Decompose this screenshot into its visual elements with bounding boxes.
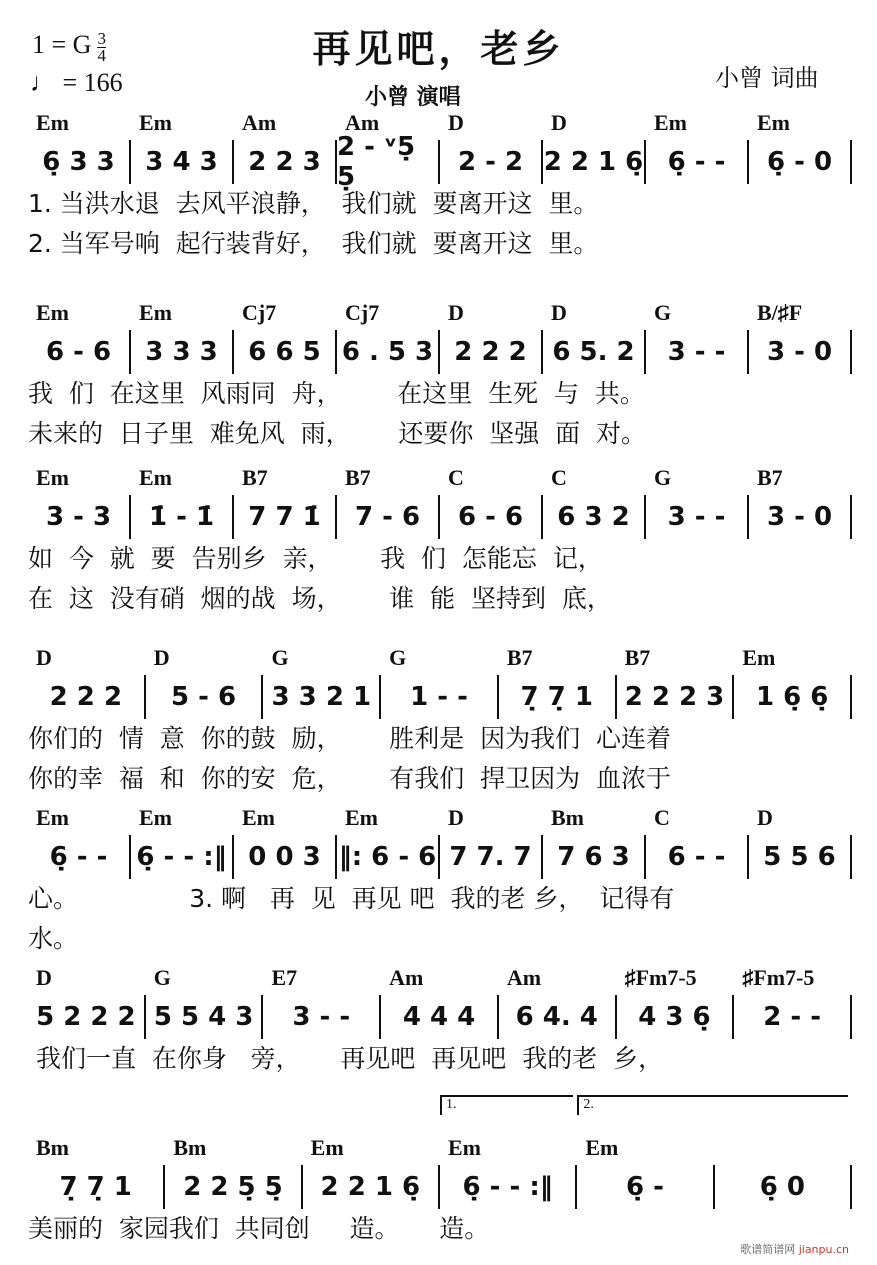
chord-symbol: G (654, 300, 672, 325)
score-system (28, 965, 852, 1079)
chord-row (28, 465, 852, 495)
lyric-line: 未来的 日子里 难免风 雨， 还要你 坚强 面 对。 (28, 419, 647, 448)
chord-symbol: ♯Fm7-5 (624, 965, 697, 990)
lyric-line: 2. 当军号响 起行装背好， 我们就 要离开这 里。 (28, 229, 599, 258)
chord-symbol: Em (242, 805, 275, 830)
chord-symbol: C (654, 805, 670, 830)
chord-symbol: D (551, 300, 567, 325)
notes-row (28, 330, 852, 374)
chord-symbol: Em (585, 1135, 619, 1160)
chord-symbol: Em (757, 110, 790, 135)
measure: 6̣ - 0 (747, 140, 852, 184)
score-system (28, 645, 852, 799)
measure: 2 2 1 6̣ (301, 1165, 438, 1209)
measure: 7̣ 7̣ 1 (59, 1172, 132, 1202)
lyric-line: 你们的 情 意 你的鼓 励， 胜利是 因为我们 心连着 (28, 724, 672, 753)
measure: 7 7. 7 (438, 835, 541, 879)
measure: 7 - 6 (335, 495, 438, 539)
chord-symbol (715, 1135, 852, 1165)
measure: 6̣ - (575, 1165, 712, 1209)
measure: 2 2 2 (49, 682, 123, 712)
chord-symbol: Em (36, 300, 69, 325)
chord-symbol: Em (36, 110, 69, 135)
measure: 3 - - (261, 995, 379, 1039)
chord-symbol: B7 (242, 465, 268, 490)
chord-symbol: B7 (757, 465, 783, 490)
chord-symbol: Em (139, 300, 172, 325)
chord-row (28, 300, 852, 330)
measure: 1 6̣ 6̣ (732, 675, 852, 719)
measure: 2 - - (732, 995, 852, 1039)
volta-bracket: 2. (577, 1095, 848, 1115)
chord-symbol: B/♯F (757, 300, 803, 325)
measure: 6 - 6 (45, 337, 112, 367)
chord-symbol: D (153, 645, 170, 670)
measure: 2 2 2 3 (615, 675, 733, 719)
measure: 1̇ - 1̇ (129, 495, 232, 539)
tempo-marking: ♩ = 166 (30, 68, 123, 97)
chord-symbol: Em (310, 1135, 344, 1160)
notes-row (28, 675, 852, 719)
chord-symbol: D (448, 110, 464, 135)
lyric-line: 你的幸 福 和 你的安 危， 有我们 捍卫因为 血浓于 (28, 764, 672, 793)
measure: 5 2 2 2 (36, 1002, 136, 1032)
measure: 4 4 4 (379, 995, 497, 1039)
chord-symbol: Em (139, 465, 172, 490)
chord-symbol: Em (36, 805, 69, 830)
measure: 6 - - (644, 835, 747, 879)
chord-symbol: D (448, 300, 464, 325)
measure: 6 . 5 3 (335, 330, 438, 374)
notes-row (28, 835, 852, 879)
measure: 5 5 6 (747, 835, 852, 879)
measure: 6 5. 2 (541, 330, 644, 374)
chord-symbol: Em (742, 645, 776, 670)
measure: 6̣ 0 (713, 1165, 852, 1209)
lyric-line: 水。 (28, 924, 79, 953)
score-system (28, 465, 852, 619)
watermark-cn: 歌谱简谱网 (740, 1243, 796, 1256)
measure: 3 3 2 1 (261, 675, 379, 719)
chord-symbol: Am (242, 110, 277, 135)
chord-symbol: Bm (551, 805, 584, 830)
chord-symbol: G (389, 645, 407, 670)
measure: 3 - 0 (747, 495, 852, 539)
song-title: 再见吧，老乡 (312, 27, 565, 71)
measure: 6̣ - - :‖ (438, 1165, 575, 1209)
chord-symbol: Cj7 (242, 300, 277, 325)
measure: 3 - 0 (747, 330, 852, 374)
chord-symbol: Cj7 (345, 300, 380, 325)
chord-symbol: B7 (345, 465, 371, 490)
chord-symbol: Em (654, 110, 687, 135)
singer-credit: 小曾 演唱 (365, 85, 461, 110)
lyric-line: 1. 当洪水退 去风平浪静， 我们就 要离开这 里。 (28, 189, 599, 218)
chord-symbol: G (153, 965, 171, 990)
chord-symbol: G (271, 645, 289, 670)
notes-row (28, 995, 852, 1039)
notes-row (28, 495, 852, 539)
lyric-line: 我们一直 在你身 旁， 再见吧 再见吧 我的老 乡， (28, 1044, 664, 1073)
measure: 6 3 2 (541, 495, 644, 539)
chord-symbol: D (448, 805, 464, 830)
chord-symbol: ♯Fm7-5 (742, 965, 815, 990)
chord-symbol: Em (139, 805, 172, 830)
notes-row (28, 132, 852, 192)
notes-row (28, 1165, 852, 1209)
chord-symbol: Em (36, 465, 69, 490)
measure: 5 - 6 (144, 675, 262, 719)
composer-credit: 小曾 词曲 (715, 64, 819, 92)
lyric-line: 我 们 在这里 风雨同 舟， 在这里 生死 与 共。 (28, 379, 645, 408)
score-system (28, 1097, 852, 1249)
measure: 3 4 3 (129, 140, 232, 184)
chord-row (28, 805, 852, 835)
measure: 6̣ - - (644, 140, 747, 184)
measure: 6̣ - - :‖ (129, 835, 232, 879)
chord-symbol: Am (389, 965, 424, 990)
measure: 2 - 2 (438, 140, 541, 184)
chord-row (28, 110, 852, 140)
chord-symbol: Bm (173, 1135, 207, 1160)
chord-symbol: Am (506, 965, 542, 990)
measure: 5 5 4 3 (144, 995, 262, 1039)
measure: 6 4. 4 (497, 995, 615, 1039)
chord-symbol: Em (447, 1135, 481, 1160)
chord-symbol: D (36, 645, 52, 670)
chord-row (28, 965, 852, 995)
measure: 1 - - (379, 675, 497, 719)
measure: 2 2 1 6̣ (541, 140, 644, 184)
lyric-line: 心。 3. 啊 再 见 再见 吧 我的老 乡， 记得有 (28, 884, 675, 913)
watermark (740, 1241, 849, 1257)
chord-row (28, 1135, 852, 1165)
measure: 6 - 6 (438, 495, 541, 539)
measure: 0 0 3 (232, 835, 335, 879)
measure: 3 - - (644, 495, 747, 539)
score-system (28, 805, 852, 959)
lyric-line: 在 这 没有硝 烟的战 场， 谁 能 坚持到 底， (28, 584, 612, 613)
measure: 7̣ 7̣ 1 (497, 675, 615, 719)
chord-symbol: C (551, 465, 567, 490)
time-bottom: 4 (97, 45, 106, 65)
measure: 6 6 5 (232, 330, 335, 374)
measure: 4 3 6̣ (615, 995, 733, 1039)
chord-symbol: D (36, 965, 52, 990)
chord-symbol: E7 (271, 965, 298, 990)
measure: 2 2 5̣ 5̣ (163, 1165, 300, 1209)
chord-symbol: Em (139, 110, 172, 135)
chord-symbol: B7 (624, 645, 651, 670)
measure: 3 - - (644, 330, 747, 374)
measure: 3 3 3 (129, 330, 232, 374)
measure: 7 6 3 (541, 835, 644, 879)
chord-symbol: D (551, 110, 567, 135)
measure: 7 7 1̇ (232, 495, 335, 539)
chord-symbol: G (654, 465, 672, 490)
chord-symbol: D (757, 805, 773, 830)
measure: 6̣ - - (49, 842, 108, 872)
measure: 2 2 3 (232, 140, 335, 184)
key-text: 1 = G (32, 30, 92, 59)
chord-row (28, 645, 852, 675)
score-system (28, 110, 852, 264)
time-top: 3 (97, 28, 106, 48)
lyric-line: 如 今 就 要 告别乡 亲， 我 们 怎能忘 记， (28, 544, 603, 573)
chord-symbol: Em (345, 805, 378, 830)
chord-symbol: Bm (36, 1135, 69, 1160)
chord-symbol: Am (345, 110, 380, 135)
chord-symbol: C (448, 465, 464, 490)
measure: 2 - ᵛ5̣ 5̣ (335, 140, 438, 184)
lyric-line: 美丽的 家园我们 共同创 造。 造。 (28, 1214, 490, 1243)
measure: 6̣ 3 3 (42, 147, 115, 177)
score-system (28, 300, 852, 454)
chord-symbol: B7 (506, 645, 533, 670)
volta-bracket: 1. (440, 1095, 573, 1115)
measure: 2 2 2 (438, 330, 541, 374)
watermark-en: jianpu.cn (798, 1243, 849, 1256)
measure: ‖: 6 - 6 (335, 835, 438, 879)
measure: 3 - 3 (45, 502, 112, 532)
